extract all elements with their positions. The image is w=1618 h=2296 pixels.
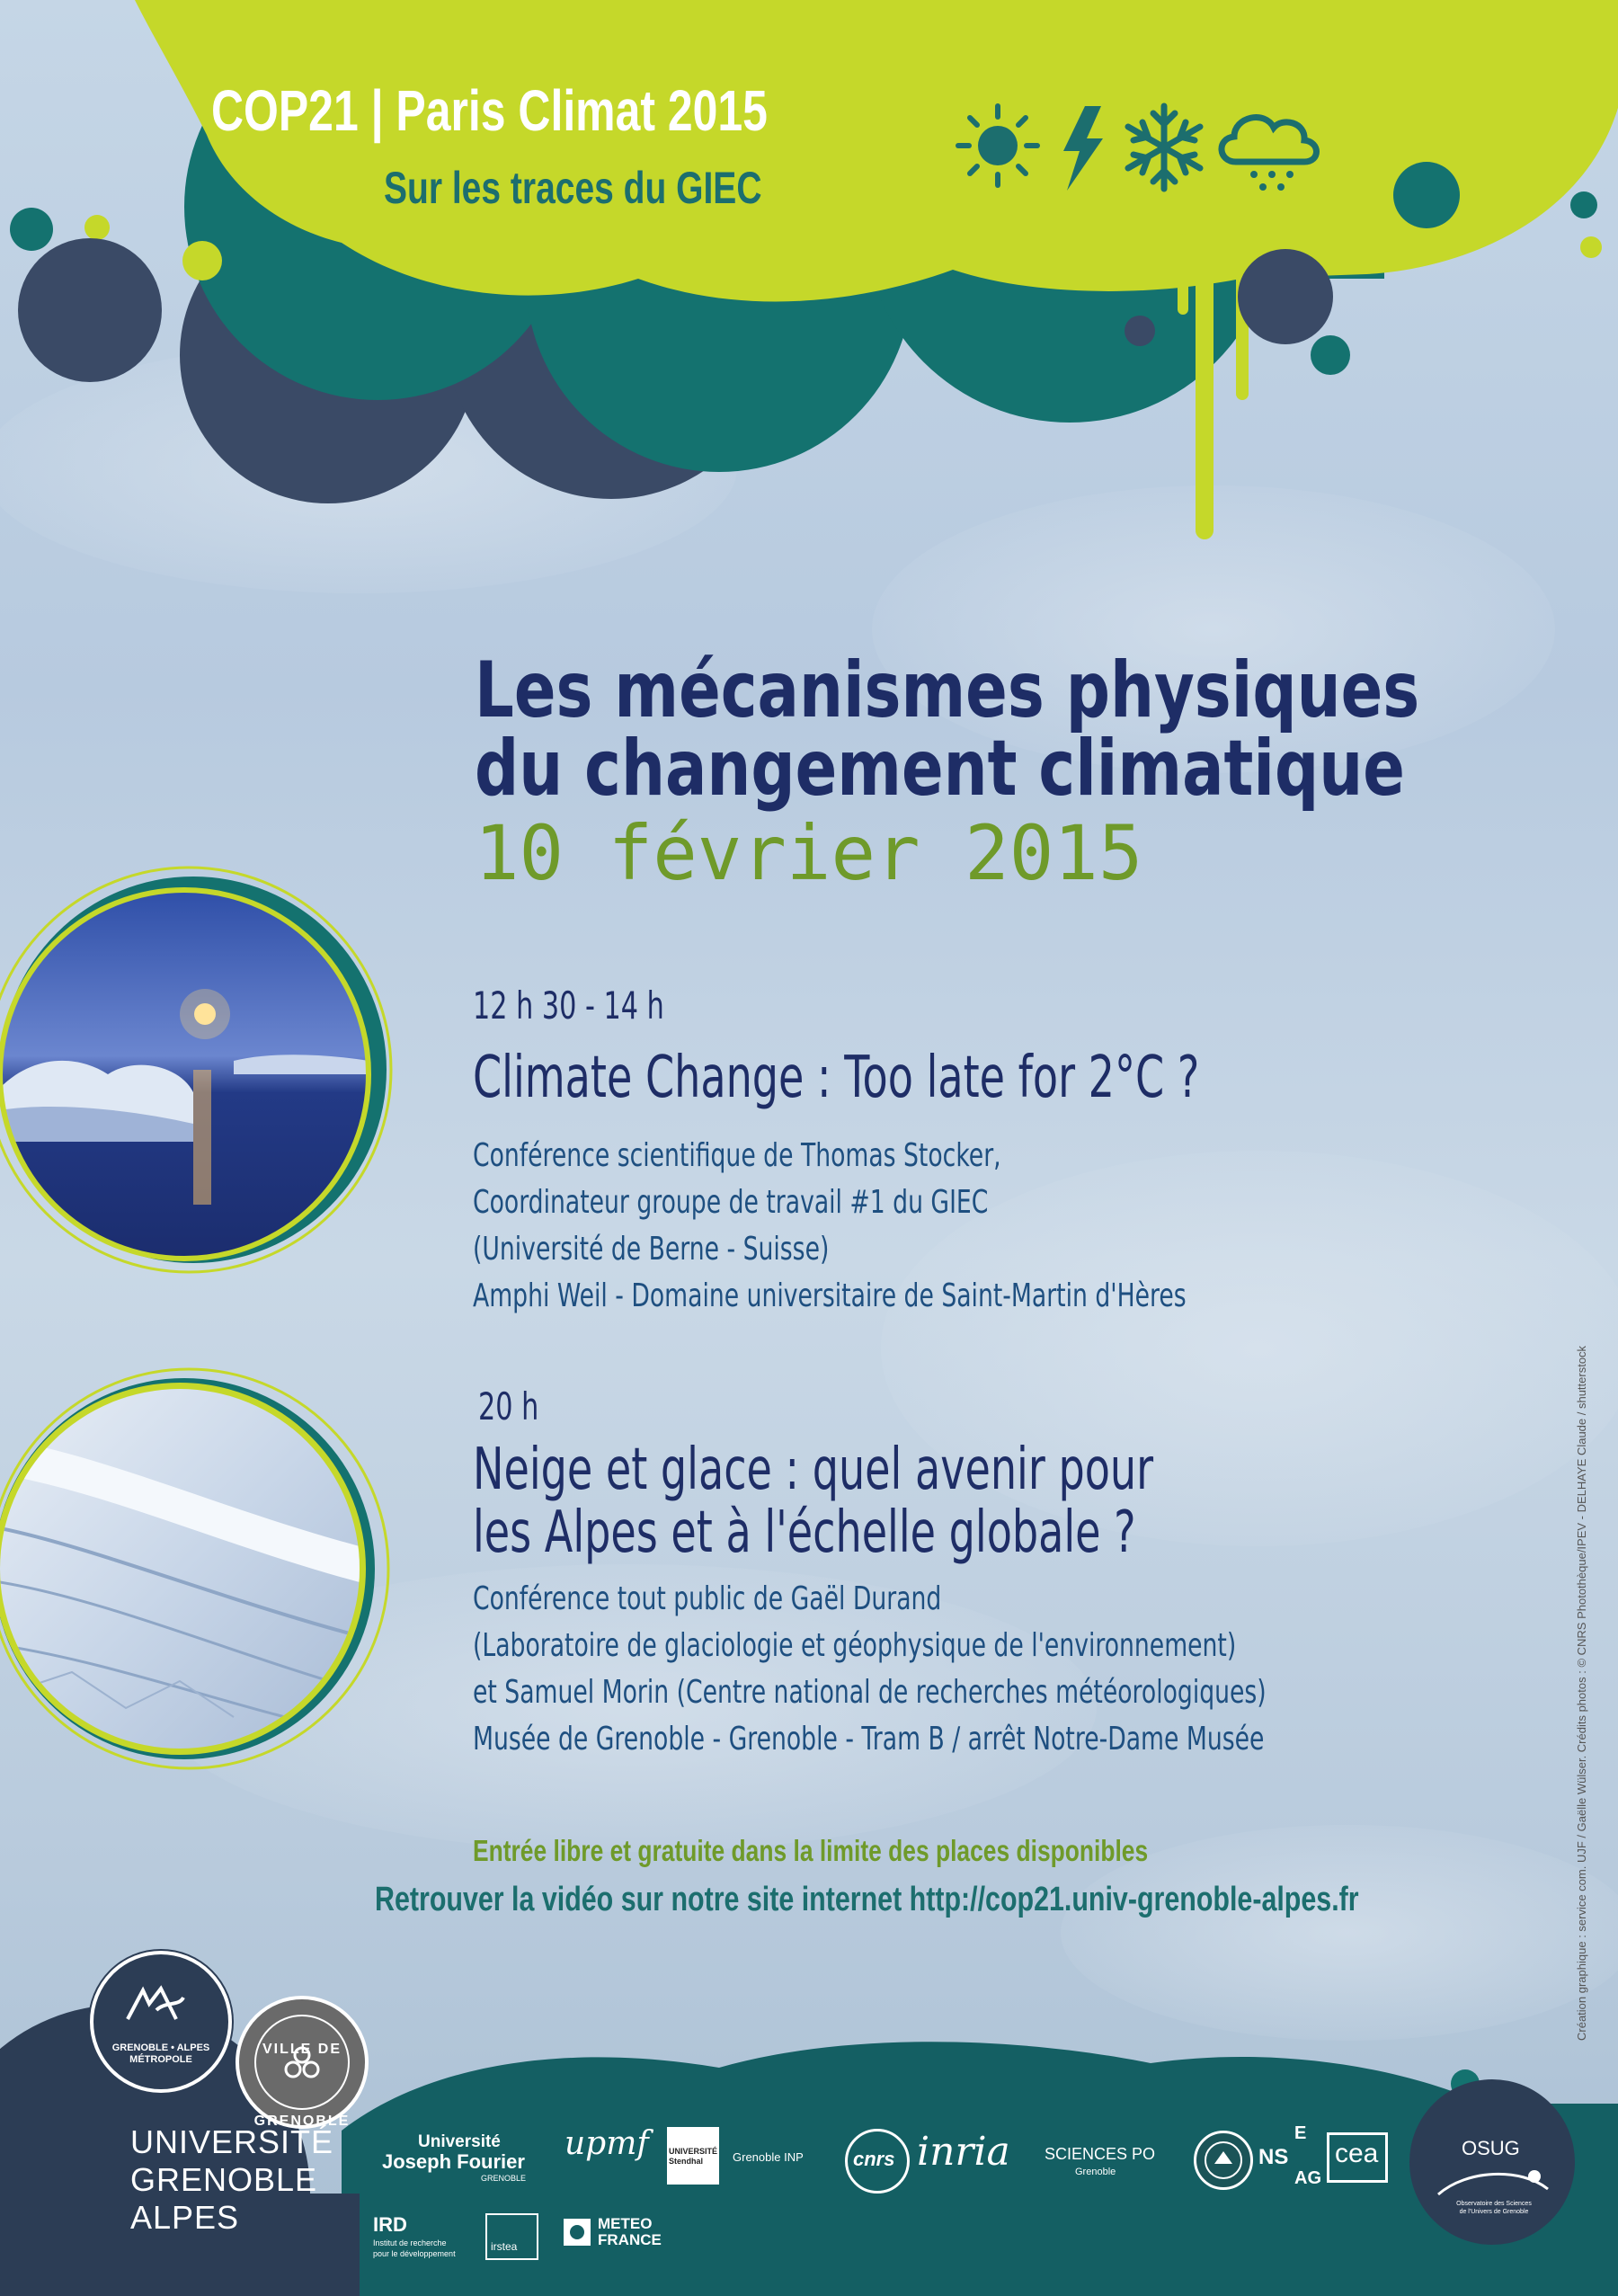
osug-logo [1404,2081,1575,2252]
partner-seal [1194,2131,1253,2190]
alps-mark-icon [93,1954,228,2089]
meteo-france-icon [562,2217,592,2247]
ville-de-grenoble-logo [236,1996,369,2129]
event-1-time: 12 h 30 - 14 h [473,983,664,1028]
event-2-detail-2: (Laboratoire de glaciologie et géophysique de l'environnement) [473,1627,1237,1664]
partner-sciencespo-city: Grenoble [1075,2167,1116,2177]
partner-irstea [485,2213,538,2260]
weather-icons [948,99,1362,198]
osug-subtitle: Observatoire des Sciences de l'Univers de Grenoble [1456,2201,1532,2215]
cea-label: cea [1335,2139,1379,2168]
ujf-line-2: Joseph Fourier [382,2150,525,2173]
event-date: 10 février 2015 [475,809,1143,897]
partner-cnrs [845,2129,910,2194]
ujf-line-3: GRENOBLE [481,2174,527,2183]
event-1-detail-3: (Université de Berne - Suisse) [473,1231,830,1268]
partner-eag-e: E [1294,2123,1307,2143]
meteo-line-1: METEO [598,2215,653,2232]
event-2-detail-4: Musée de Grenoble - Grenoble - Tram B / arrêt Notre-Dame Musée [473,1721,1265,1758]
event-2-detail-3: et Samuel Morin (Centre national de recherches météorologiques) [473,1674,1267,1711]
video-link[interactable]: Retrouver la vidéo sur notre site internet http://cop21.univ-grenoble-alpes.fr [375,1881,1359,1918]
osug-arc-icon [1404,2081,1575,2252]
title-line-2: du changement climatique [475,724,1405,814]
event-1-detail-4: Amphi Weil - Domaine universitaire de Saint-Martin d'Hères [473,1277,1187,1314]
lightning-icon [1063,106,1103,191]
uga-line-1: UNIVERSITÉ [130,2123,334,2160]
event-2-title-line-2: les Alpes et à l'échelle globale ? [473,1500,1136,1566]
stendhal-label: UNIVERSITÉ Stendhal [669,2147,718,2166]
ville-label: VILLE DE GRENOBLE [253,2042,351,2129]
photo-credits: Création graphique : service com. UJF / Gaëlle Wülser. Crédits photos : © CNRS Photothèque/IPEV - DELHAYE Claude / shutterstock [1575,1345,1588,2041]
ird-label: IRD [373,2213,407,2236]
partner-grenoble-inp: Grenoble INP [733,2150,804,2164]
uga-line-3: ALPES [130,2199,240,2236]
free-entry-note: Entrée libre et gratuite dans la limite des places disponibles [473,1834,1149,1867]
partner-upmf: upmf [565,2125,649,2162]
event-2-time: 20 h [478,1384,539,1428]
rain-cloud-icon [1222,118,1317,191]
snowflake-icon [1128,106,1200,189]
meteo-line-2: FRANCE [598,2231,662,2248]
osug-label: OSUG [1462,2137,1520,2159]
ird-sub-2: pour le développement [373,2249,456,2258]
uga-line-2: GRENOBLE [130,2161,318,2198]
metropole-label: GRENOBLE • ALPES MÉTROPOLE [111,2042,210,2065]
event-2-detail-1: Conférence tout public de Gaël Durand [473,1580,942,1617]
photo-arctic-sea [0,868,391,1272]
partner-sciencespo: SCIENCES PO [1045,2145,1156,2163]
partner-eag-ag: AG [1294,2168,1321,2188]
ird-sub-1: Institut de recherche [373,2238,447,2247]
partner-ns: NS [1258,2145,1289,2169]
seal-icon [1196,2133,1250,2187]
partner-stendhal [667,2127,719,2185]
event-1-detail-1: Conférence scientifique de Thomas Stocker, [473,1137,1001,1174]
partner-cea [1327,2132,1388,2183]
sun-icon [958,106,1037,185]
metropole-logo [90,1951,232,2093]
event-2-title-line-1: Neige et glace : quel avenir pour [473,1437,1154,1503]
irstea-label: irstea [491,2240,518,2253]
cnrs-label: cnrs [853,2148,895,2170]
brand-line: COP21 | Paris Climat 2015 [211,78,768,143]
event-1-title: Climate Change : Too late for 2°C ? [473,1045,1200,1111]
title-line-1: Les mécanismes physiques [475,645,1420,735]
header-tagline: Sur les traces du GIEC [384,163,762,213]
ujf-line-1: Université [418,2132,501,2151]
partner-inria: inria [917,2129,1010,2175]
photo-snow-field [0,1369,388,1768]
event-1-detail-2: Coordinateur groupe de travail #1 du GIEC [473,1184,989,1221]
